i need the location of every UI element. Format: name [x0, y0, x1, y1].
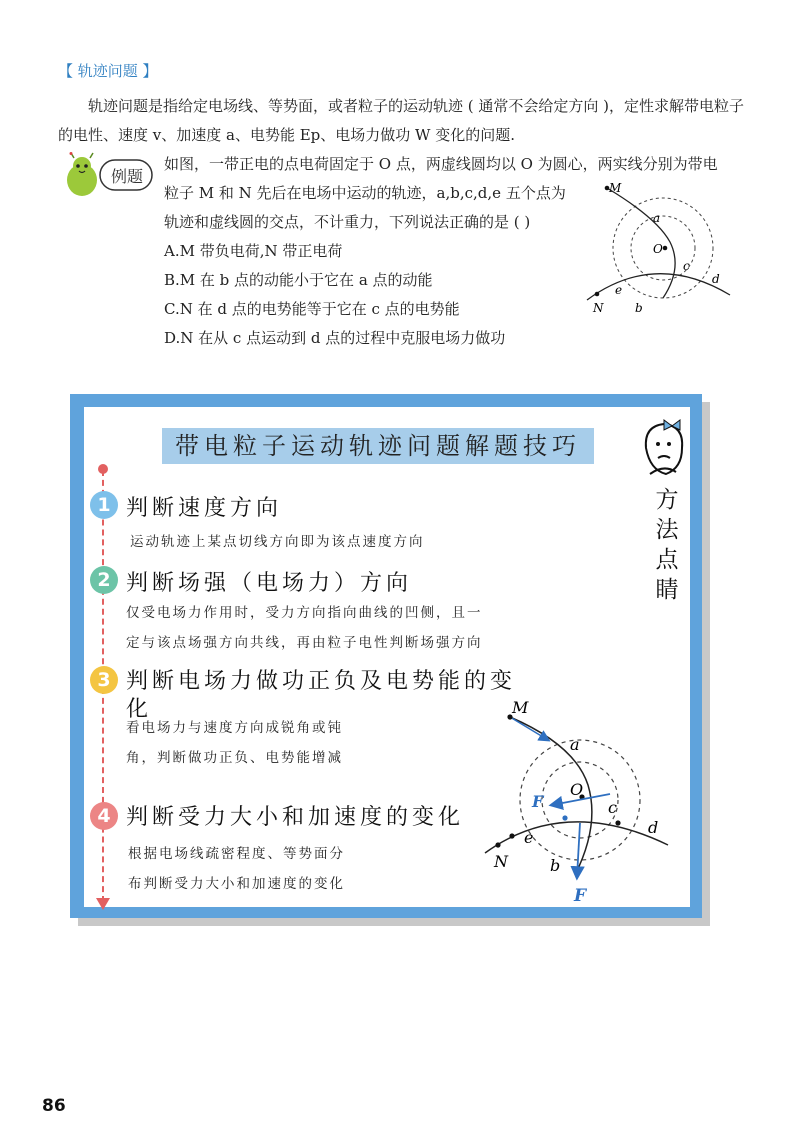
- step-3-heading-cont: 化: [126, 697, 153, 722]
- step-2-number: 2: [90, 566, 118, 594]
- option-a: A.M 带负电荷,N 带正电荷: [164, 242, 343, 260]
- step-2-desc: [126, 598, 483, 658]
- label-F-down: F: [574, 886, 587, 906]
- label-M: M: [512, 698, 529, 717]
- timeline-start-dot: [98, 464, 108, 474]
- question-line: 粒子 M 和 N 先后在电场中运动的轨迹，a,b,c,d,e 五个点为: [164, 184, 566, 202]
- step-4-desc-line: 布判断受力大小和加速度的变化: [128, 876, 345, 892]
- step-1-number: 1: [90, 491, 118, 519]
- question-line: 如图，一带正电的点电荷固定于 O 点，两虚线圆均以 O 为圆心，两实线分别为带电: [164, 155, 718, 173]
- intro-line-2: 粒子的电性、速度 v、加速度 a、电势能 Ep、电场力做功 W 变化的问题.: [58, 97, 745, 144]
- label-e: e: [524, 828, 534, 847]
- section-title: 【 轨迹问题 】: [58, 62, 158, 80]
- step-3-desc-line: 角，判断做功正负、电势能增减: [126, 750, 343, 766]
- timeline-arrow-icon: [96, 898, 110, 910]
- label-d: d: [648, 818, 659, 837]
- step-3-desc: [126, 713, 343, 773]
- step-4-desc: [128, 839, 345, 899]
- step-3-desc-line: 看电场力与速度方向成锐角或钝: [126, 720, 343, 736]
- page-number: 86: [42, 1096, 66, 1116]
- example-badge-label: 例题: [110, 167, 143, 186]
- label-F-left: F: [532, 792, 544, 811]
- option-c: C.N 在 d 点的电势能等于它在 c 点的电势能: [164, 300, 460, 318]
- example-trajectory-diagram: [585, 170, 735, 320]
- side-char: 方: [655, 487, 679, 513]
- step-4-desc-line: 根据电场线疏密程度、等势面分: [128, 846, 345, 862]
- label-c: c: [683, 259, 690, 273]
- label-N: N: [593, 301, 604, 315]
- example-badge: [62, 152, 162, 200]
- method-trajectory-diagram: [480, 695, 680, 910]
- intro-line-1: 轨迹问题是指给定电场线、等势面，或者粒子的运动轨迹 ( 通常不会给定方向 )，定性求解带电: [88, 97, 715, 115]
- option-b: B.M 在 b 点的动能小于它在 a 点的动能: [164, 271, 433, 289]
- step-1-heading: 判断速度方向: [126, 496, 283, 521]
- method-box-title: 带电粒子运动轨迹问题解题技巧: [162, 428, 594, 464]
- step-4-number: 4: [90, 802, 118, 830]
- label-c: c: [608, 798, 617, 817]
- step-3-heading: 判断电场力做功正负及电势能的变: [126, 669, 517, 694]
- step-1-desc: [130, 527, 425, 557]
- label-a: a: [653, 211, 661, 225]
- label-b: b: [635, 301, 643, 315]
- side-char: 睛: [655, 577, 679, 603]
- label-e: e: [615, 283, 623, 297]
- question-line: 轨迹和虚线圆的交点，不计重力，下列说法正确的是 ( ): [164, 213, 531, 231]
- thinking-mascot-icon: [636, 418, 692, 480]
- label-O: O: [653, 242, 663, 256]
- label-N: N: [494, 852, 508, 871]
- label-b: b: [550, 856, 561, 875]
- step-2-desc-line: 仅受电场力作用时，受力方向指向曲线的凹侧，且一: [126, 605, 483, 621]
- label-O: O: [570, 780, 584, 799]
- step-2-heading: 判断场强（电场力）方向: [126, 571, 413, 596]
- option-d: D.N 在从 c 点运动到 d 点的过程中克服电场力做功: [164, 329, 506, 347]
- intro-paragraph: [58, 92, 758, 150]
- side-char: 点: [655, 547, 679, 573]
- step-3-number: 3: [90, 666, 118, 694]
- label-d: d: [712, 272, 720, 286]
- step-1-desc-line: 运动轨迹上某点切线方向即为该点速度方向: [130, 534, 425, 550]
- label-M: M: [609, 181, 622, 195]
- side-label: [654, 485, 680, 605]
- label-a: a: [570, 735, 580, 754]
- side-char: 法: [655, 517, 679, 543]
- step-4-heading: 判断受力大小和加速度的变化: [126, 805, 465, 830]
- step-2-desc-line: 定与该点场强方向共线，再由粒子电性判断场强方向: [126, 635, 483, 651]
